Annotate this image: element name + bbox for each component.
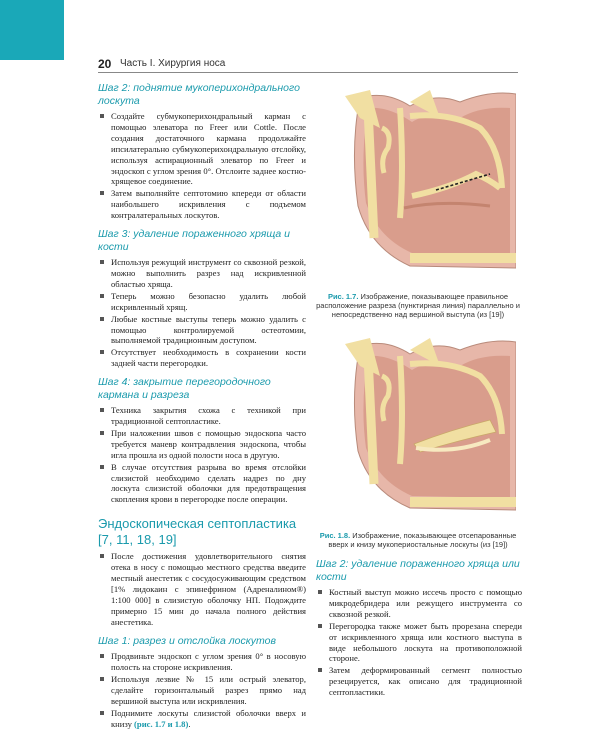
- bullet-icon: [100, 654, 104, 658]
- list-item: Любые костные выступы теперь можно удалить с помощью контролируемой остеотомии, выполняемой традиционным доступом.: [98, 314, 306, 347]
- bullet-icon: [100, 554, 104, 558]
- list-item: Перегородка также может быть прорезана спереди от искривленного хряща или костного выступа в виде небольшого лоскута на противоположной стороне.: [316, 621, 522, 665]
- list-item: Теперь можно безопасно удалить любой искривленный хрящ.: [98, 291, 306, 313]
- bullet-icon: [100, 431, 104, 435]
- running-header: Часть I. Хирургия носа: [120, 58, 226, 69]
- list-item: Затем выполняйте септотомию кпереди от области наибольшего искривления с подъемом контралатеральных лоскутов.: [98, 188, 306, 221]
- heading-step3-removal: Шаг 3: удаление пораженного хряща и кости: [98, 228, 290, 253]
- heading-step4-closure: Шаг 4: закрытие перегородочного кармана и разреза: [98, 376, 271, 401]
- list-item: Затем деформированный сегмент полностью резецируется, как описано для традиционной септопластики.: [316, 665, 522, 698]
- header-rule: [98, 72, 518, 73]
- bullet-icon: [100, 294, 104, 298]
- figure-1-7-caption: Рис. 1.7. Изображение, показывающее правильное расположение разреза (пунктирная линия) параллельно и непосредственно над вершиной выступа (из [19]): [316, 292, 520, 320]
- bullet-icon: [100, 711, 104, 715]
- bullet-icon: [100, 260, 104, 264]
- bullet-icon: [100, 465, 104, 469]
- right-column: [316, 558, 522, 699]
- list-item: При наложении швов с помощью эндоскопа часто требуется маневр контрадвления эндоскопа, чтобы игла прошла из одной полости носа в другую.: [98, 428, 306, 461]
- list-item: Отсутствует необходимость в сохранении кости задней части перегородки.: [98, 347, 306, 369]
- list-item: Техника закрытия схожа с техникой при традиционной септопластике.: [98, 405, 306, 427]
- heading-step2-flap: Шаг 2: поднятие мукоперихондрального лоскута: [98, 82, 300, 107]
- figure-1-8-septum-illustration: [340, 336, 516, 516]
- list-item: В случае отсутствия разрыва во время отслойки слизистой необходимо сделать надрез по дну лоскута слизистой оболочки для предотвращения скопления крови в перегородке после операции.: [98, 462, 306, 506]
- bullet-icon: [100, 114, 104, 118]
- page-color-tab: [0, 0, 64, 60]
- figure-1-7-septum-illustration: [340, 88, 516, 276]
- bullet-icon: [100, 677, 104, 681]
- figure-1-8-caption: Рис. 1.8. Изображение, показывающее отсепарованные вверх и книзу мукопериостальные лоскуты (из [19]): [319, 531, 517, 550]
- bullet-icon: [100, 350, 104, 354]
- bullet-icon: [318, 590, 322, 594]
- list-item: Костный выступ можно иссечь просто с помощью микродебридера или режущего инструмента со сквозной резкой.: [316, 587, 522, 620]
- list-item: Используя режущий инструмент со сквозной резкой, можно выполнить разрез над искривленной областью хряща.: [98, 257, 306, 290]
- list-item: Используя лезвие № 15 или острый элеватор, сделайте горизонтальный разрез прямо над вершиной выступа или искривления.: [98, 674, 306, 707]
- list-item: После достижения удовлетворительного снятия отека в носу с помощью местного средства введите местный анестетик с сосудосуживающим средством [1% лидокаин с эпинефрином (Адреналином®) 1:100 000] в слизистую оболочку НП. Подождите примерно 15 мин до начала полного действия анестетика.: [98, 551, 306, 627]
- heading-step1-incision: Шаг 1: разрез и отслойка лоскутов: [98, 634, 276, 647]
- bullet-icon: [100, 408, 104, 412]
- bullet-icon: [318, 624, 322, 628]
- list-item: Поднимите лоскуты слизистой оболочки вверх и книзу (рис. 1.7 и 1.8).: [98, 708, 306, 730]
- list-item: Создайте субмукоперихондральный карман с помощью элеватора по Freer или Cottle. После создания достаточного кармана продолжайте ипсилатерально субмукоперихондральную отслойку, используя аспирационный элеватор по Freer и эндоскоп с углом зрения 0°. Отслоите заднее костно-хрящевое соединение.: [98, 111, 306, 187]
- section-heading-endoscopic-septoplasty: Эндоскопическая септопластика [7, 11, 18, 19]: [98, 516, 297, 547]
- bullet-icon: [318, 668, 322, 672]
- page-number: 20: [98, 57, 112, 71]
- heading-step2-removal: Шаг 2: удаление пораженного хряща или кости: [316, 558, 520, 583]
- bullet-icon: [100, 191, 104, 195]
- figure-reference-link[interactable]: (рис. 1.7 и 1.8): [134, 718, 189, 729]
- list-item: Продвиньте эндоскоп с углом зрения 0° в носовую полость на стороне искривления.: [98, 651, 306, 673]
- bullet-icon: [100, 317, 104, 321]
- left-column: [98, 82, 306, 730]
